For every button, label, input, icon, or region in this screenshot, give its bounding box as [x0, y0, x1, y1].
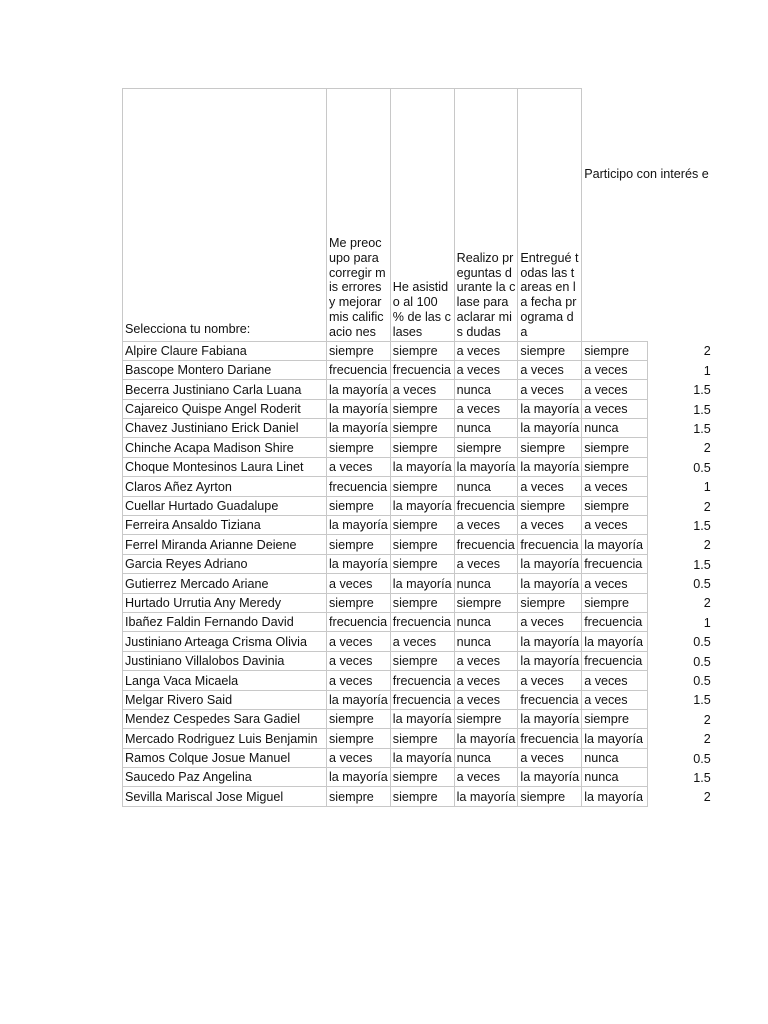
table-row — [123, 380, 711, 399]
score-cell: 1 — [703, 363, 711, 378]
answer-q4-cell: la mayoría — [518, 554, 582, 573]
answer-q2-cell: frecuencia — [390, 671, 454, 690]
table-row — [123, 341, 711, 360]
student-name-cell: Hurtado Urrutia Any Meredy — [123, 593, 327, 612]
score-cell: 2 — [703, 538, 711, 553]
answer-q4-cell: frecuencia — [518, 535, 582, 554]
answer-q3-cell: nunca — [454, 632, 518, 651]
answer-q4-cell: la mayoría — [518, 651, 582, 670]
answer-q1-cell: la mayoría — [327, 399, 391, 418]
answer-q2-cell: siempre — [390, 399, 454, 418]
score-cell: 1 — [703, 480, 711, 495]
table-row — [123, 516, 711, 535]
header-row — [123, 89, 711, 342]
answer-q1-cell: a veces — [327, 671, 391, 690]
table-row — [123, 632, 711, 651]
answer-q5-cell: la mayoría — [582, 787, 647, 806]
score-cell: 2 — [703, 712, 711, 727]
answer-q2-cell: siempre — [390, 554, 454, 573]
answer-q2-cell: siempre — [390, 419, 454, 438]
score-cell: 0.5 — [693, 460, 711, 475]
answer-q1-cell: frecuencia — [327, 612, 391, 631]
header-q4: Entregué todas las tareas en la fecha programa da — [518, 89, 582, 342]
table-row — [123, 612, 711, 631]
header-q2: He asistido al 100 % de las clases — [390, 89, 454, 342]
score-cell: 1.5 — [693, 421, 711, 436]
answer-q1-cell: siempre — [327, 341, 391, 360]
table-row — [123, 768, 711, 787]
student-name-cell: Becerra Justiniano Carla Luana — [123, 380, 327, 399]
student-name-cell: Cuellar Hurtado Guadalupe — [123, 496, 327, 515]
answer-q5-cell: nunca — [582, 419, 647, 438]
answer-q5-cell: siempre — [582, 496, 647, 515]
answer-q4-cell: la mayoría — [518, 399, 582, 418]
table-row — [123, 729, 711, 748]
answer-q5-cell: siempre — [582, 438, 647, 457]
answer-q5-cell: siempre — [582, 341, 647, 360]
answer-q3-cell: frecuencia — [454, 496, 518, 515]
answer-q3-cell: nunca — [454, 612, 518, 631]
student-name-cell: Justiniano Arteaga Crisma Olivia — [123, 632, 327, 651]
student-name-cell: Ferreira Ansaldo Tiziana — [123, 516, 327, 535]
answer-q5-cell: a veces — [582, 690, 647, 709]
header-q1: Me preocupo para corregir mis errores y mejorar mis calificacio nes — [327, 89, 391, 342]
answer-q3-cell: a veces — [454, 554, 518, 573]
answer-q2-cell: siempre — [390, 341, 454, 360]
answer-q4-cell: a veces — [518, 380, 582, 399]
answer-q4-cell: siempre — [518, 496, 582, 515]
answer-q2-cell: siempre — [390, 593, 454, 612]
answer-q5-cell: a veces — [582, 516, 647, 535]
answer-q4-cell: la mayoría — [518, 632, 582, 651]
answer-q1-cell: frecuencia — [327, 360, 391, 379]
table-row — [123, 593, 711, 612]
answer-q1-cell: la mayoría — [327, 690, 391, 709]
table-row — [123, 419, 711, 438]
answer-q2-cell: siempre — [390, 516, 454, 535]
student-name-cell: Mercado Rodriguez Luis Benjamin — [123, 729, 327, 748]
answer-q4-cell: siempre — [518, 593, 582, 612]
answer-q3-cell: a veces — [454, 690, 518, 709]
answer-q5-cell: a veces — [582, 399, 647, 418]
answer-q1-cell: siempre — [327, 593, 391, 612]
answer-q2-cell: siempre — [390, 477, 454, 496]
score-cell: 2 — [703, 441, 711, 456]
table-row — [123, 477, 711, 496]
responses-table — [122, 88, 711, 807]
answer-q4-cell: frecuencia — [518, 690, 582, 709]
answer-q1-cell: siempre — [327, 787, 391, 806]
student-name-cell: Alpire Claure Fabiana — [123, 341, 327, 360]
student-name-cell: Claros Añez Ayrton — [123, 477, 327, 496]
answer-q3-cell: frecuencia — [454, 535, 518, 554]
header-q5: Participo con interés e — [584, 166, 709, 181]
answer-q4-cell: siempre — [518, 438, 582, 457]
answer-q1-cell: la mayoría — [327, 380, 391, 399]
student-name-cell: Cajareico Quispe Angel Roderit — [123, 399, 327, 418]
table-row — [123, 574, 711, 593]
answer-q4-cell: la mayoría — [518, 709, 582, 728]
score-cell: 1 — [703, 615, 711, 630]
answer-q5-cell: frecuencia — [582, 651, 647, 670]
answer-q5-cell: frecuencia — [582, 612, 647, 631]
score-cell: 1.5 — [693, 770, 711, 785]
answer-q1-cell: siempre — [327, 438, 391, 457]
answer-q3-cell: nunca — [454, 419, 518, 438]
score-cell: 1.5 — [693, 402, 711, 417]
answer-q3-cell: nunca — [454, 380, 518, 399]
answer-q1-cell: frecuencia — [327, 477, 391, 496]
table-row — [123, 457, 711, 476]
answer-q1-cell: siempre — [327, 496, 391, 515]
answer-q3-cell: nunca — [454, 748, 518, 767]
score-cell: 2 — [703, 596, 711, 611]
answer-q5-cell: siempre — [582, 593, 647, 612]
answer-q2-cell: siempre — [390, 787, 454, 806]
answer-q5-cell: a veces — [582, 671, 647, 690]
answer-q1-cell: siempre — [327, 709, 391, 728]
student-name-cell: Justiniano Villalobos Davinia — [123, 651, 327, 670]
answer-q3-cell: a veces — [454, 671, 518, 690]
score-cell: 0.5 — [693, 635, 711, 650]
answer-q2-cell: siempre — [390, 438, 454, 457]
answer-q2-cell: a veces — [390, 380, 454, 399]
answer-q5-cell: frecuencia — [582, 554, 647, 573]
answer-q5-cell: a veces — [582, 380, 647, 399]
answer-q2-cell: la mayoría — [390, 709, 454, 728]
table-row — [123, 399, 711, 418]
answer-q2-cell: a veces — [390, 632, 454, 651]
answer-q2-cell: frecuencia — [390, 612, 454, 631]
score-cell: 2 — [703, 790, 711, 805]
answer-q3-cell: nunca — [454, 574, 518, 593]
table-row — [123, 787, 711, 806]
answer-q4-cell: frecuencia — [518, 729, 582, 748]
answer-q3-cell: a veces — [454, 516, 518, 535]
answer-q3-cell: a veces — [454, 651, 518, 670]
score-cell: 1.5 — [693, 383, 711, 398]
table-row — [123, 360, 711, 379]
answer-q1-cell: a veces — [327, 632, 391, 651]
answer-q3-cell: a veces — [454, 360, 518, 379]
answer-q3-cell: la mayoría — [454, 787, 518, 806]
answer-q3-cell: la mayoría — [454, 729, 518, 748]
table-row — [123, 438, 711, 457]
answer-q1-cell: a veces — [327, 651, 391, 670]
answer-q2-cell: siempre — [390, 729, 454, 748]
answer-q2-cell: siempre — [390, 768, 454, 787]
table-row — [123, 748, 711, 767]
answer-q1-cell: siempre — [327, 729, 391, 748]
answer-q5-cell: nunca — [582, 768, 647, 787]
score-cell: 2 — [703, 344, 711, 359]
header-q3: Realizo preguntas durante la clase para aclarar mis dudas — [454, 89, 518, 342]
score-cell: 2 — [703, 732, 711, 747]
answer-q4-cell: a veces — [518, 477, 582, 496]
answer-q1-cell: siempre — [327, 535, 391, 554]
student-name-cell: Chavez Justiniano Erick Daniel — [123, 419, 327, 438]
table-row — [123, 496, 711, 515]
answer-q3-cell: a veces — [454, 341, 518, 360]
answer-q4-cell: la mayoría — [518, 574, 582, 593]
answer-q1-cell: la mayoría — [327, 419, 391, 438]
answer-q3-cell: siempre — [454, 593, 518, 612]
score-cell: 2 — [703, 499, 711, 514]
table-row — [123, 651, 711, 670]
answer-q1-cell: a veces — [327, 748, 391, 767]
answer-q5-cell: la mayoría — [582, 535, 647, 554]
score-cell: 1.5 — [693, 557, 711, 572]
answer-q3-cell: a veces — [454, 768, 518, 787]
score-cell: 1.5 — [693, 518, 711, 533]
answer-q4-cell: a veces — [518, 671, 582, 690]
answer-q4-cell: a veces — [518, 748, 582, 767]
answer-q3-cell: siempre — [454, 709, 518, 728]
answer-q4-cell: a veces — [518, 360, 582, 379]
table-row — [123, 535, 711, 554]
table-row — [123, 671, 711, 690]
answer-q2-cell: la mayoría — [390, 748, 454, 767]
answer-q5-cell: nunca — [582, 748, 647, 767]
student-name-cell: Langa Vaca Micaela — [123, 671, 327, 690]
student-name-cell: Ferrel Miranda Arianne Deiene — [123, 535, 327, 554]
answer-q5-cell: la mayoría — [582, 632, 647, 651]
answer-q5-cell: siempre — [582, 457, 647, 476]
student-name-cell: Mendez Cespedes Sara Gadiel — [123, 709, 327, 728]
student-name-cell: Ramos Colque Josue Manuel — [123, 748, 327, 767]
score-cell: 0.5 — [693, 654, 711, 669]
answer-q2-cell: siempre — [390, 535, 454, 554]
score-cell: 0.5 — [693, 751, 711, 766]
student-name-cell: Sevilla Mariscal Jose Miguel — [123, 787, 327, 806]
answer-q2-cell: la mayoría — [390, 496, 454, 515]
answer-q3-cell: siempre — [454, 438, 518, 457]
student-name-cell: Ibañez Faldin Fernando David — [123, 612, 327, 631]
header-name: Selecciona tu nombre: — [123, 89, 327, 342]
answer-q4-cell: siempre — [518, 787, 582, 806]
student-name-cell: Garcia Reyes Adriano — [123, 554, 327, 573]
answer-q4-cell: la mayoría — [518, 457, 582, 476]
answer-q2-cell: siempre — [390, 651, 454, 670]
answer-q1-cell: a veces — [327, 457, 391, 476]
table-row — [123, 554, 711, 573]
answer-q3-cell: nunca — [454, 477, 518, 496]
answer-q1-cell: a veces — [327, 574, 391, 593]
student-name-cell: Chinche Acapa Madison Shire — [123, 438, 327, 457]
answer-q4-cell: siempre — [518, 341, 582, 360]
answer-q5-cell: a veces — [582, 360, 647, 379]
answer-q1-cell: la mayoría — [327, 516, 391, 535]
answer-q4-cell: la mayoría — [518, 419, 582, 438]
answer-q1-cell: la mayoría — [327, 768, 391, 787]
answer-q5-cell: siempre — [582, 709, 647, 728]
student-name-cell: Choque Montesinos Laura Linet — [123, 457, 327, 476]
score-cell: 0.5 — [693, 577, 711, 592]
answer-q4-cell: a veces — [518, 516, 582, 535]
answer-q5-cell: la mayoría — [582, 729, 647, 748]
answer-q2-cell: la mayoría — [390, 457, 454, 476]
student-name-cell: Gutierrez Mercado Ariane — [123, 574, 327, 593]
answer-q3-cell: a veces — [454, 399, 518, 418]
answer-q5-cell: a veces — [582, 574, 647, 593]
student-name-cell: Bascope Montero Dariane — [123, 360, 327, 379]
answer-q1-cell: la mayoría — [327, 554, 391, 573]
answer-q4-cell: la mayoría — [518, 768, 582, 787]
answer-q2-cell: frecuencia — [390, 360, 454, 379]
answer-q3-cell: la mayoría — [454, 457, 518, 476]
score-cell: 1.5 — [693, 693, 711, 708]
student-name-cell: Melgar Rivero Said — [123, 690, 327, 709]
student-name-cell: Saucedo Paz Angelina — [123, 768, 327, 787]
answer-q2-cell: la mayoría — [390, 574, 454, 593]
table-row — [123, 690, 711, 709]
answer-q4-cell: a veces — [518, 612, 582, 631]
answer-q5-cell: a veces — [582, 477, 647, 496]
table-row — [123, 709, 711, 728]
score-cell: 0.5 — [693, 674, 711, 689]
answer-q2-cell: frecuencia — [390, 690, 454, 709]
